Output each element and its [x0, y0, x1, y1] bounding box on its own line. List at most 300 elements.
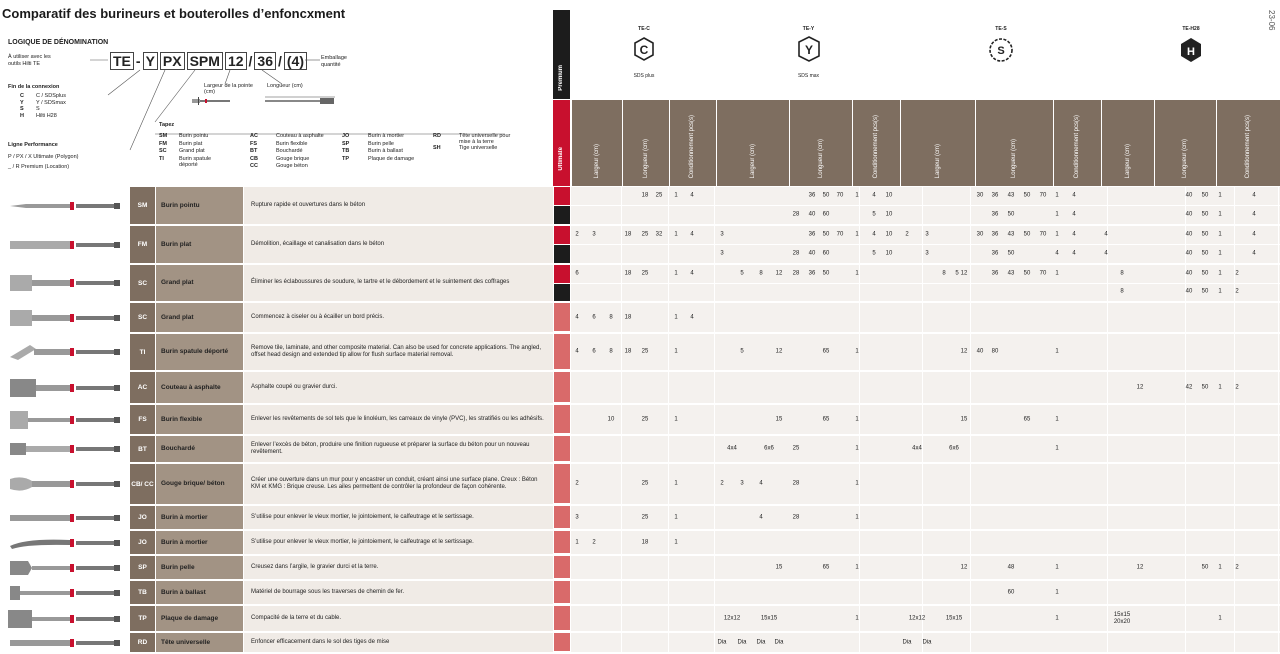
type-item: SC Grand plat: [159, 148, 205, 155]
ultimate-marker: [554, 334, 570, 370]
spec-subrow: [570, 633, 1280, 652]
column-header-width: Largeur (cm): [749, 143, 756, 178]
connection-item: Y Y / SDSmax: [20, 99, 66, 106]
performance-marker: [553, 436, 570, 462]
grid-line: [668, 581, 669, 604]
performance-marker: [553, 556, 570, 579]
grid-line: [668, 284, 669, 302]
spec-value: 4: [575, 314, 579, 320]
grid-line: [1107, 284, 1108, 302]
performance-marker: [553, 405, 570, 434]
grid-line: [621, 606, 622, 631]
grid-line: [970, 284, 971, 302]
length-label: Longueur (cm): [267, 83, 303, 89]
spec-value: 1: [855, 514, 859, 520]
grid-line: [922, 581, 923, 604]
premium-header: [553, 10, 570, 99]
grid-line: [1278, 334, 1279, 370]
spec-value: 1: [1055, 589, 1059, 595]
premium-marker: [554, 206, 570, 224]
spec-value: 18: [641, 539, 649, 545]
table-row: [0, 264, 1280, 301]
spec-value: 6: [592, 314, 596, 320]
grid-line: [570, 633, 571, 652]
spec-values: [570, 265, 1280, 301]
grid-line: [714, 206, 715, 224]
spec-value: Dia: [717, 639, 727, 645]
ultimate-marker: [554, 372, 570, 403]
grid-line: [1234, 464, 1235, 504]
type-list-4: [433, 133, 517, 153]
grid-line: [970, 464, 971, 504]
spec-value: 4: [690, 231, 694, 238]
spec-value: 2: [1235, 270, 1239, 277]
spec-value: 10: [607, 416, 615, 422]
table-row: [0, 302, 1280, 332]
spec-value: 40: [808, 250, 816, 257]
type-code: TI: [130, 334, 155, 370]
performance-title: Ligne Performance: [8, 142, 58, 148]
spec-value: 25: [641, 416, 649, 422]
type-list-1: [159, 133, 229, 168]
grid-line: [668, 245, 669, 263]
grid-line: [570, 372, 571, 403]
table-row: [0, 371, 1280, 403]
grid-line: [922, 265, 923, 283]
type-code: TP: [130, 606, 155, 631]
tool-name: Burin pointu: [155, 187, 243, 224]
type-item: FS Burin flexible: [250, 140, 308, 147]
tool-description: Compacité de la terre et du cable.: [243, 606, 553, 631]
spec-value: 4: [1252, 250, 1256, 257]
spec-value: 1: [1055, 416, 1059, 422]
spec-value: 6: [592, 348, 596, 355]
tool-name: Burin flexible: [155, 405, 243, 434]
table-row: [0, 404, 1280, 434]
spec-value: 1: [674, 416, 678, 422]
grid-line: [570, 581, 571, 604]
spec-value: 1: [674, 348, 678, 355]
column-header-pack: Conditionnement pcs(s): [688, 114, 695, 178]
grid-line: [1185, 581, 1186, 604]
grid-line: [1278, 581, 1279, 604]
grid-line: [1278, 187, 1279, 205]
spec-value: 70: [1039, 270, 1047, 277]
grid-line: [1278, 506, 1279, 529]
spec-value: 4: [1104, 250, 1108, 257]
type-code: SC: [130, 303, 155, 332]
type-code: SC: [130, 265, 155, 301]
grid-line: [570, 606, 571, 631]
spec-value: 50: [1023, 270, 1031, 277]
spec-subrow: [570, 303, 1280, 332]
tool-description: S’utilise pour enlever le vieux mortier, le jointoiement, le calfeutrage et le sertissage.: [243, 531, 553, 554]
spec-value: 1: [855, 270, 859, 277]
spec-value: 60: [822, 250, 830, 257]
spec-values: [570, 303, 1280, 332]
column-separator: [622, 100, 623, 186]
spec-value: 2: [592, 539, 596, 545]
grid-line: [714, 187, 715, 205]
grid-line: [922, 405, 923, 434]
column-separator: [975, 100, 976, 186]
spec-values: [570, 633, 1280, 652]
system-header-te-s: [900, 10, 1101, 99]
spec-value: 4x4: [912, 445, 922, 452]
type-item: JO Burin à mortier: [342, 133, 405, 139]
grid-line: [1278, 206, 1279, 224]
spec-value: 1: [1055, 192, 1059, 199]
spec-value: 1: [1218, 231, 1222, 238]
spec-subrow: [570, 581, 1280, 604]
type-item: TP Plaque de damage: [342, 155, 415, 162]
grid-line: [1278, 226, 1279, 244]
grid-line: [970, 633, 971, 652]
system-header-te-y: [716, 10, 900, 99]
spec-subrow: [570, 556, 1280, 579]
spec-value: 4: [759, 514, 763, 520]
table-row: [0, 505, 1280, 529]
spec-values: [570, 405, 1280, 434]
spec-value: 3: [740, 480, 744, 487]
spec-value: 43: [1007, 270, 1015, 277]
type-code: FM: [130, 226, 155, 263]
spec-value: 4x4: [727, 445, 737, 452]
grid-line: [621, 581, 622, 604]
grid-line: [1185, 633, 1186, 652]
ultimate-marker: [554, 436, 570, 462]
grid-line: [859, 303, 860, 332]
spec-value: Dia: [737, 639, 747, 645]
spec-value: 1: [1055, 445, 1059, 452]
grid-line: [922, 334, 923, 370]
spec-value: 42: [1185, 384, 1193, 390]
grid-line: [1278, 606, 1279, 631]
spec-value: 18: [624, 348, 632, 355]
spec-value: 12: [960, 270, 968, 277]
spec-value: 12x12: [723, 615, 741, 621]
grid-line: [714, 303, 715, 332]
grid-line: [859, 531, 860, 554]
column-header-width: Largeur (cm): [593, 143, 600, 178]
grid-line: [970, 187, 971, 205]
premium-label: Premium: [558, 65, 564, 91]
grid-line: [970, 372, 971, 403]
spec-values: [570, 187, 1280, 224]
type-item: TI Burin spatule déporté: [159, 155, 212, 168]
spec-value: 4: [759, 480, 763, 487]
code-part: TE: [110, 52, 134, 70]
type-list-2: [250, 133, 324, 171]
grid-line: [1278, 265, 1279, 283]
chisel-tool-image: [0, 506, 130, 529]
type-item: SM Burin pointu: [159, 133, 209, 139]
tool-description: Éliminer les éclaboussures de soudure, le tartre et le débordement et le suintement des coffrages: [243, 265, 553, 301]
grid-line: [1107, 436, 1108, 462]
grid-line: [714, 284, 715, 302]
spec-value: 4: [1072, 192, 1076, 199]
type-code: JO: [130, 531, 155, 554]
spec-value: 1: [855, 480, 859, 487]
spec-value: 36: [991, 211, 999, 218]
tool-description: Créer une ouverture dans un mur pour y encastrer un conduit, créant ainsi une surface plane. Creux : Béton KM et KMG : Brique creuse. Les ailes permettent de contrôler la profondeur de façon cohérente.: [243, 464, 553, 504]
grid-line: [1234, 436, 1235, 462]
spec-value: 50: [1201, 564, 1209, 570]
spec-value: 50: [1007, 211, 1015, 218]
grid-line: [859, 206, 860, 224]
grid-line: [1278, 303, 1279, 332]
grid-line: [1107, 581, 1108, 604]
type-list-3: [342, 133, 414, 163]
spec-value: 32: [655, 231, 663, 238]
tool-description: Enfoncer efficacement dans le sol des tiges de mise: [243, 633, 553, 652]
connection-list: [8, 93, 66, 119]
ultimate-label: Ultimate: [558, 147, 564, 171]
spec-value: 70: [1039, 192, 1047, 199]
column-separator: [1216, 100, 1217, 186]
spec-value: 40: [976, 348, 984, 355]
spec-value: 25: [641, 348, 649, 355]
tool-description: Asphalte coupé ou gravier durci.: [243, 372, 553, 403]
spec-value: 43: [1007, 192, 1015, 199]
grid-line: [1107, 372, 1108, 403]
chisel-length-icon: [265, 97, 335, 105]
code-part: PX: [160, 52, 185, 70]
spec-subrow: [570, 405, 1280, 434]
spec-value: 1: [855, 564, 859, 570]
chisel-tool-image: [0, 633, 130, 652]
spec-value: 2: [1235, 564, 1239, 570]
spec-value: 4: [575, 348, 579, 355]
system-name: TE-C: [638, 26, 650, 32]
spec-value: 18: [624, 231, 632, 238]
grid-line: [859, 633, 860, 652]
spec-value: 8: [609, 314, 613, 320]
svg-text:Y: Y: [804, 43, 813, 57]
performance-item: _ / R Premium (Location): [8, 164, 70, 170]
grid-line: [621, 506, 622, 529]
spec-value: 28: [792, 211, 800, 218]
grid-line: [1278, 464, 1279, 504]
ultimate-marker: [554, 606, 570, 631]
performance-marker: [553, 334, 570, 370]
grid-line: [1185, 506, 1186, 529]
spec-value: 10: [885, 211, 893, 218]
spec-value: 6: [575, 270, 579, 277]
grid-line: [859, 581, 860, 604]
grid-line: [570, 187, 571, 205]
grid-line: [1234, 334, 1235, 370]
grid-line: [570, 405, 571, 434]
spec-value: 1: [674, 192, 678, 199]
grid-line: [714, 581, 715, 604]
spec-subrow: [570, 245, 1280, 263]
spec-value: 1: [1218, 250, 1222, 257]
spec-value: 50: [1023, 231, 1031, 238]
performance-marker: [553, 372, 570, 403]
spec-values: [570, 581, 1280, 604]
type-item: CC Gouge béton: [250, 163, 308, 170]
tool-name: Burin à mortier: [155, 531, 243, 554]
grid-line: [714, 506, 715, 529]
type-code: BT: [130, 436, 155, 462]
spec-value: 25: [655, 192, 663, 199]
chisel-tool-image: [0, 372, 130, 403]
grid-line: [1185, 464, 1186, 504]
system-name: TE-S: [995, 26, 1007, 32]
spec-value: 40: [1185, 192, 1193, 199]
performance-marker: [553, 633, 570, 652]
system-name: TE-Y: [802, 26, 815, 32]
grid-line: [1107, 334, 1108, 370]
grid-line: [714, 265, 715, 283]
spec-value: 60: [1007, 589, 1015, 595]
spec-values: [570, 606, 1280, 631]
spec-value: 10: [885, 192, 893, 199]
grid-line: [1107, 606, 1108, 631]
tool-description: Enlever les revêtements de sol tels que le linoléum, les carreaux de vinyle (PVC), les stratifiés ou les adhésifs.: [243, 405, 553, 434]
type-item: TB Burin à ballast: [342, 148, 403, 155]
spec-value: 12x12: [908, 615, 926, 621]
tool-description: S’utilise pour enlever le vieux mortier, le jointoiement, le calfeutrage et le sertissage.: [243, 506, 553, 529]
connection-title: Fin de la connexion: [8, 84, 60, 90]
spec-value: 1: [855, 615, 859, 621]
grid-line: [621, 556, 622, 579]
hex-h28-icon: [1176, 34, 1206, 70]
grid-line: [970, 226, 971, 244]
grid-line: [922, 284, 923, 302]
grid-line: [970, 606, 971, 631]
spec-values: [570, 436, 1280, 462]
chisel-width-icon: [192, 97, 230, 105]
spec-value: 1: [674, 539, 678, 545]
ultimate-marker: [554, 633, 570, 652]
grid-line: [621, 187, 622, 205]
spec-value: 5: [740, 348, 744, 355]
spec-value: 4: [690, 270, 694, 277]
grid-line: [859, 245, 860, 263]
grid-line: [859, 372, 860, 403]
connection-item: H Hilti H28: [20, 112, 57, 119]
spec-value: 1: [1055, 270, 1059, 277]
spec-value: 2: [1235, 384, 1239, 390]
performance-marker: [553, 506, 570, 529]
spec-value: 40: [1185, 231, 1193, 238]
spec-value: 1: [1055, 564, 1059, 570]
connection-item: C C / SDSplus: [20, 93, 66, 99]
performance-marker: [553, 303, 570, 332]
spec-values: [570, 556, 1280, 579]
grid-line: [1107, 265, 1108, 283]
spec-value: 12: [960, 348, 968, 355]
spec-value: 1: [855, 416, 859, 422]
grid-line: [1278, 405, 1279, 434]
spec-value: 18: [624, 314, 632, 320]
grid-line: [621, 284, 622, 302]
use-with-line: À utiliser avec les: [8, 54, 51, 60]
spec-value: Dia: [774, 639, 784, 645]
spec-value: 15x15: [760, 615, 778, 621]
spec-value: 8: [609, 348, 613, 355]
type-code: TB: [130, 581, 155, 604]
grid-line: [621, 464, 622, 504]
tool-name: Burin à mortier: [155, 506, 243, 529]
grid-line: [1107, 556, 1108, 579]
grid-line: [970, 506, 971, 529]
grid-line: [1234, 633, 1235, 652]
type-item: AC Couteau à asphalte: [250, 133, 324, 139]
spec-values: [570, 334, 1280, 370]
spec-value: 4: [1072, 250, 1076, 257]
column-header-width: Largeur (cm): [934, 143, 941, 178]
type-code: SM: [130, 187, 155, 224]
spec-value: 1: [674, 270, 678, 277]
grid-line: [1185, 303, 1186, 332]
spec-value: 40: [1185, 250, 1193, 257]
spec-subrow: [570, 187, 1280, 206]
grid-line: [1185, 405, 1186, 434]
spec-value: 25: [792, 445, 800, 452]
grid-line: [621, 245, 622, 263]
grid-line: [714, 531, 715, 554]
grid-line: [859, 284, 860, 302]
svg-text:C: C: [639, 43, 649, 57]
grid-line: [1278, 556, 1279, 579]
spec-value: 36: [991, 231, 999, 238]
system-header-te-h28: [1101, 10, 1280, 99]
grid-line: [668, 606, 669, 631]
spec-value: 1: [1218, 615, 1222, 621]
grid-line: [922, 531, 923, 554]
spec-value: 1: [1218, 288, 1222, 295]
code-part: SPM: [187, 52, 223, 70]
ultimate-marker: [554, 556, 570, 579]
code-part: Y: [143, 52, 158, 70]
spec-value: 28: [792, 270, 800, 277]
spec-value: 50: [1007, 250, 1015, 257]
svg-text:S: S: [997, 45, 1005, 57]
column-header-pack: Conditionnement pcs(s): [1244, 114, 1251, 178]
spec-value: 25: [641, 270, 649, 277]
spec-value: 50: [1201, 231, 1209, 238]
type-item: BT Bouchardé: [250, 148, 303, 155]
spec-value: 1: [575, 539, 579, 545]
spec-value: 12: [1136, 384, 1144, 390]
spec-value: 3: [575, 514, 579, 520]
sds-plus-icon: [629, 34, 659, 70]
spec-value: 3: [925, 250, 929, 257]
type-item: SH Tige universelle: [433, 145, 498, 151]
spec-value: 18: [624, 270, 632, 277]
grid-line: [621, 372, 622, 403]
table-row: [0, 463, 1280, 504]
chisel-tool-image: [0, 405, 130, 434]
spec-value: 25: [641, 480, 649, 487]
spec-value: 50: [822, 231, 830, 238]
type-item: FM Burin plat: [159, 140, 203, 147]
tool-description: Rupture rapide et ouvertures dans le béton: [243, 187, 553, 224]
performance-marker: [553, 531, 570, 554]
grid-line: [1107, 303, 1108, 332]
tool-name: Burin pelle: [155, 556, 243, 579]
spec-value: 48: [1007, 564, 1015, 570]
tool-name: Bouchardé: [155, 436, 243, 462]
tool-name: Plaque de damage: [155, 606, 243, 631]
tool-description: Remove tile, laminate, and other composite material. Can also be used for concrete applications. The angled, offset head design and extended tip allow for flush surface material removal.: [243, 334, 553, 370]
grid-line: [570, 436, 571, 462]
tool-description: Enlever l’excès de béton, produire une finition rugueuse et préparer la surface du béton pour un nouveau revêtement.: [243, 436, 553, 462]
spec-values: [570, 464, 1280, 504]
